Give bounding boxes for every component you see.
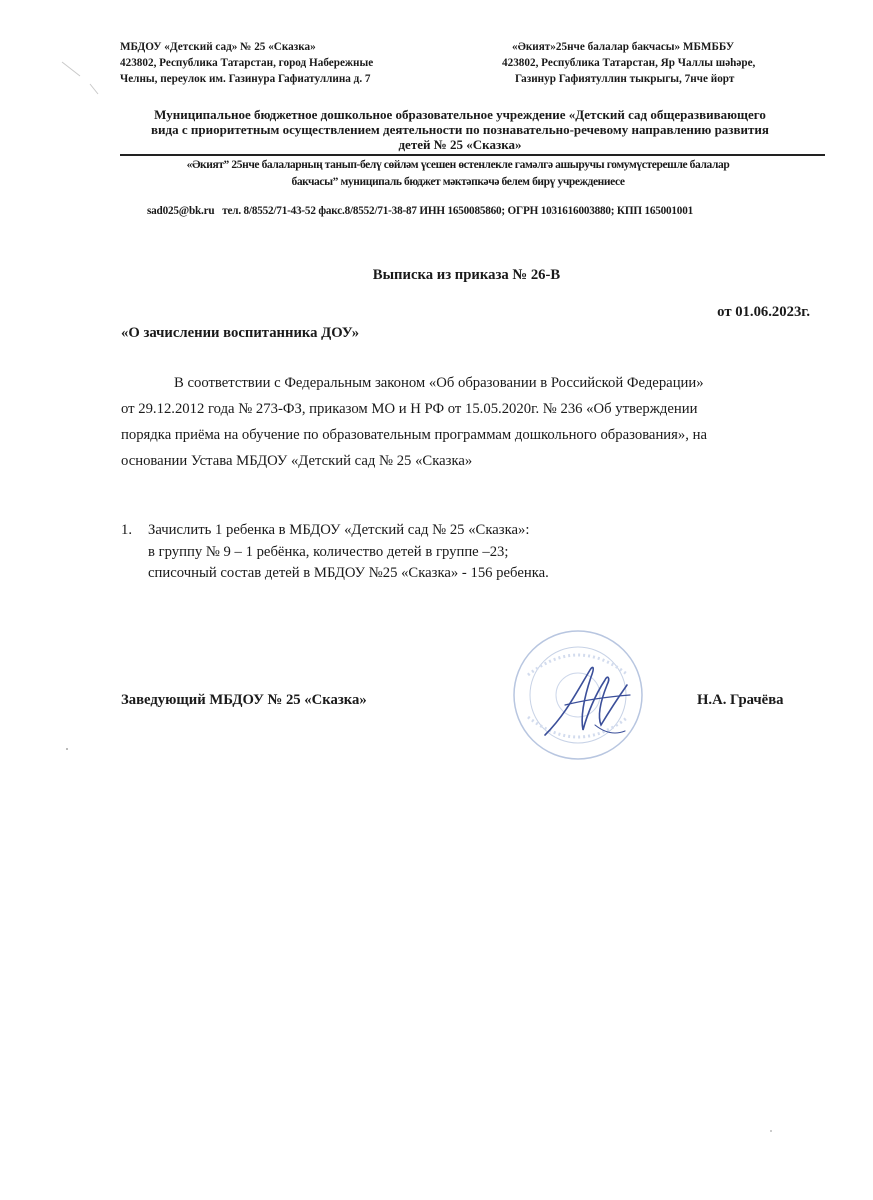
header-right-line2: 423802, Республика Татарстан, Яр Чаллы шәһәре, — [502, 57, 756, 69]
contact-phones: тел. 8/8552/71-43-52 факс.8/8552/71-38-87 ИНН 1650085860; ОГРН 1031616003880; КПП 165001001 — [222, 205, 693, 217]
document-date: от 01.06.2023г. — [717, 304, 810, 320]
org-name-ru-line2: вида с приоритетным осуществлением деятельности по познавательно-речевому направлению развития — [151, 122, 769, 137]
handwritten-signature — [535, 655, 645, 745]
preamble-line1: В соответствии с Федеральным законом «Об образовании в Российской Федерации» — [174, 375, 704, 391]
org-name-ru-line3: детей № 25 «Сказка» — [398, 137, 522, 152]
scan-dot — [770, 1130, 772, 1132]
scan-dot — [66, 748, 68, 750]
header-divider — [120, 154, 825, 156]
order-item-1 — [121, 520, 549, 585]
header-right-line3: Газинур Гафиятуллин тыкрыгы, 7нче йорт — [515, 73, 735, 85]
preamble-line2: от 29.12.2012 года № 273-ФЗ, приказом МО и Н РФ от 15.05.2020г. № 236 «Об утверждении — [121, 401, 698, 417]
org-name-ru-line1: Муниципальное бюджетное дошкольное образовательное учреждение «Детский сад общеразвивающего — [154, 107, 766, 122]
scan-mark-icon — [60, 60, 100, 100]
org-name-tat-line1: «Әкият” 25нче балаларның танып-белү сөйләм үсешен өстенлекле гамәлгә ашыручы гомумүстерешле балалар — [186, 159, 730, 171]
contact-email: sad025@bk.ru — [147, 205, 215, 217]
header-left-line2: 423802, Республика Татарстан, город Набережные — [120, 57, 374, 69]
preamble-line3: порядка приёма на обучение по образовательным программам дошкольного образования», на — [121, 427, 707, 443]
order-item-1-line1: Зачислить 1 ребенка в МБДОУ «Детский сад № 25 «Сказка»: — [148, 522, 530, 538]
header-left-line3: Челны, переулок им. Газинура Гафиатуллина д. 7 — [120, 73, 371, 85]
order-item-1-line2: в группу № 9 – 1 ребёнка, количество детей в группе –23; — [148, 543, 509, 560]
contacts-line — [147, 205, 693, 217]
preamble-line4: основании Устава МБДОУ «Детский сад № 25 «Сказка» — [121, 453, 473, 469]
order-item-1-number: 1. — [121, 522, 133, 538]
document-title: Выписка из приказа № 26-В — [372, 267, 561, 283]
document-subject: «О зачислении воспитанника ДОУ» — [121, 325, 360, 341]
signatory-position: Заведующий МБДОУ № 25 «Сказка» — [121, 692, 367, 708]
preamble — [121, 370, 826, 474]
signatory-name: Н.А. Грачёва — [697, 692, 784, 708]
order-item-1-line3: списочный состав детей в МБДОУ №25 «Сказка» - 156 ребенка. — [148, 565, 549, 581]
org-name-tat-line2: бакчасы” муниципаль бюджет мәктәпкәчә белем бирү учреждениесе — [291, 176, 625, 188]
header-left-line1: МБДОУ «Детский сад» № 25 «Сказка» — [120, 41, 316, 53]
header-right-line1: «Әкият»25нче балалар бакчасы» МБМББУ — [512, 41, 735, 53]
